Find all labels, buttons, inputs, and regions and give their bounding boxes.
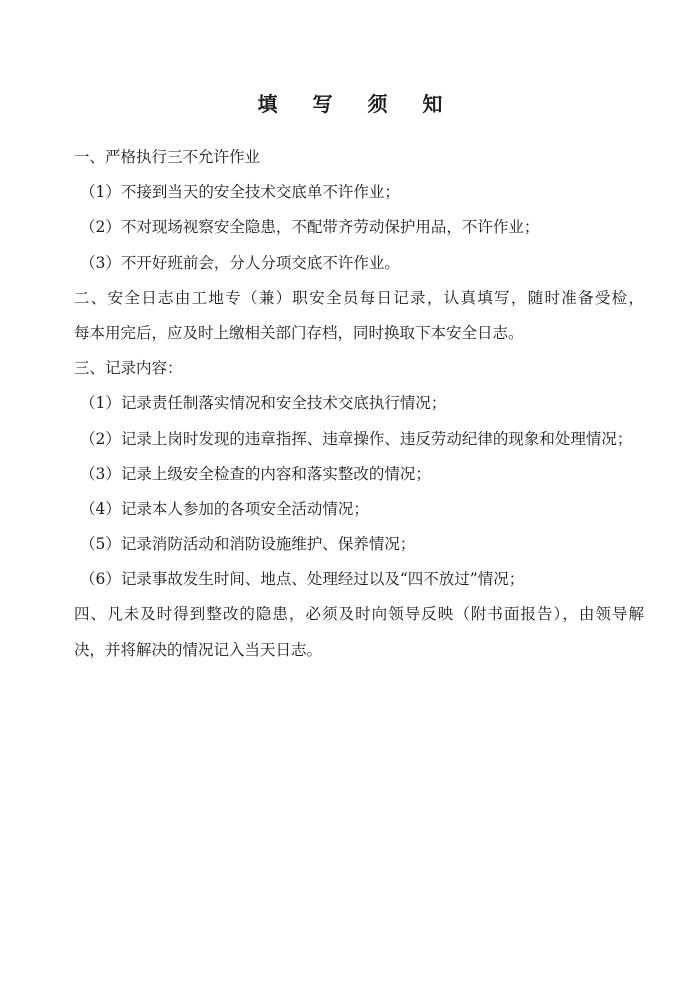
section-heading-1: 一、严格执行三不允许作业: [74, 148, 261, 166]
section-paragraph-2: 二、安全日志由工地专（兼）职安全员每日记录，认真填写，随时准备受检，: [74, 288, 644, 307]
list-item: （2）不对现场视察安全隐患，不配带齐劳动保护用品，不许作业；: [80, 218, 540, 237]
instructions-body: [74, 145, 644, 673]
list-item: （4）记录本人参加的各项安全活动情况；: [80, 499, 369, 518]
list-item: （1）不接到当天的安全技术交底单不许作业；: [80, 183, 400, 202]
list-item: （3）记录上级安全检查的内容和落实整改的情况；: [80, 464, 431, 483]
list-item: （2）记录上岗时发现的违章指挥、违章操作、违反劳动纪律的现象和处理情况；: [80, 429, 633, 448]
section-heading-3: 三、记录内容：: [74, 359, 183, 378]
list-item: （6）记录事故发生时间、地点、处理经过以及“四不放过”情况；: [80, 570, 525, 589]
section-paragraph-4-cont: 决，并将解决的情况记入当天日志。: [74, 640, 323, 659]
section-paragraph-2-cont: 每本用完后，应及时上缴相关部门存档，同时换取下本安全日志。: [74, 323, 524, 342]
page-title: 填 写 须 知: [257, 92, 457, 116]
section-paragraph-4: 四、凡未及时得到整改的隐患，必须及时向领导反映（附书面报告），由领导解: [74, 605, 644, 624]
list-item: （3）不开好班前会，分人分项交底不许作业。: [80, 253, 400, 272]
list-item: （5）记录消防活动和消防设施维护、保养情况；: [80, 535, 416, 554]
list-item: （1）记录责任制落实情况和安全技术交底执行情况；: [80, 394, 447, 413]
